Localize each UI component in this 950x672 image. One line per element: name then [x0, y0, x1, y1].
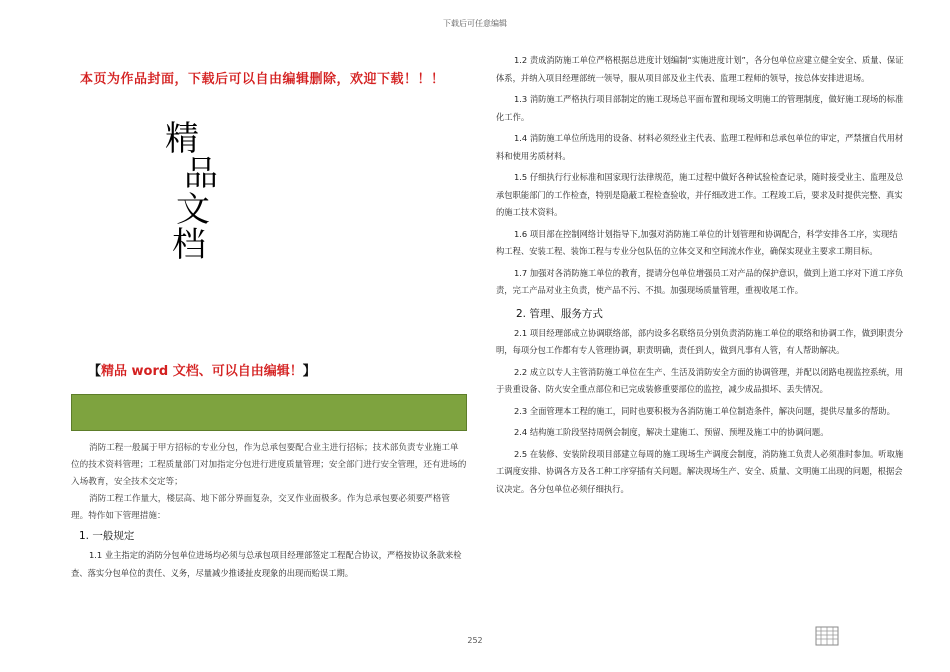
- clause-1-6: 1.6 项目部在控制网络计划指导下,加强对消防施工单位的计划管理和协调配合，科学安排各工序，实现结构工程、安装工程、装饰工程与专业分包队伍的立体交叉和空间流水作业，确保实现业主要求工期目标。: [496, 228, 898, 256]
- intro-paragraph: 消防工程一般属于甲方招标的专业分包，作为总承包要配合业主进行招标；技术部负责专业施工单位的技术资料管理；工程质量部门对加指定分包进行进度质量管理；安全部门进行安全管理，还有进场的入场教育，安全技术交定等；: [71, 443, 467, 487]
- banner-close-bracket: 】: [302, 364, 316, 379]
- left-column: [71, 440, 467, 582]
- clause-2-4: 2.4 结构施工阶段坚持周例会制度，解决土建施工、预留、预埋及施工中的协调问题。: [514, 427, 829, 437]
- clause-1-4: 1.4 消防施工单位所选用的设备、材料必须经业主代表、监理工程师和总承包单位的审定，严禁擅自代用材料和使用劣质材料。: [496, 133, 904, 161]
- word-banner: [88, 360, 316, 379]
- clause-2-1: 2.1 项目经理部成立协调联络部，部内设多名联络员分别负责消防施工单位的联络和协调工作，做到职责分明，每项分包工作都有专人管理协调，职责明确，责任到人，做到凡事有人管，有人帮助解决。: [496, 327, 904, 355]
- banner-open-bracket: 【: [88, 364, 102, 379]
- clause-2-3: 2.3 全面管理本工程的施工，同时也要积极为各消防施工单位制造条件，解决问题，提供尽量多的帮助。: [514, 405, 895, 416]
- section-heading-1: 1. 一般规定: [79, 530, 135, 542]
- cover-notice: 本页为作品封面，下载后可以自由编辑删除，欢迎下载！！！: [80, 72, 445, 87]
- cover-title-char-2: 品: [184, 154, 218, 194]
- cover-title-char-3: 文: [176, 190, 210, 230]
- cover-title-char-1: 精: [165, 119, 199, 159]
- cover-title-char-4: 档: [172, 225, 206, 265]
- clause-1-2: 1.2 责成消防施工单位严格根据总进度计划编制“实施进度计划”，各分包单位应建立健全安全、质量、保证体系，并纳入项目经理部统一领导，服从项目部及业主代表、监理工程师的领导，按总体安排进退场。: [496, 55, 904, 83]
- header-note: 下载后可任意编辑: [443, 19, 507, 28]
- clause-2-2: 2.2 成立以专人主管消防施工单位在生产、生活及消防安全方面的协调管理，并配以闭路电视监控系统，用于贵重设备、防火安全重点部位和已完成装修重要部位的监控，减少成品损坏、丢失情况。: [496, 366, 904, 394]
- section-heading-2: 2. 管理、服务方式: [516, 307, 603, 320]
- clause-1-7: 1.7 加强对各消防施工单位的教育，提请分包单位增强员工对产品的保护意识，做到上道工序对下道工序负责，完工产品对业主负责，使产品不污、不损。加强现场质量管理，重视收尾工作。: [496, 267, 904, 295]
- clause-1-3: 1.3 消防施工严格执行项目部制定的施工现场总平面布置和现场文明施工的管理制度，做好施工现场的标准化工作。: [496, 94, 904, 122]
- green-bar: [71, 394, 467, 431]
- clause-1-1: 1.1 业主指定的消防分包单位进场均必须与总承包项目经理部签定工程配合协议，严格按协议条款来检查、落实分包单位的责任、义务，尽量减少推诿扯皮现象的出现而贻误工期。: [71, 550, 462, 578]
- clause-2-5: 2.5 在装修、安装阶段项目部建立每周的施工现场生产调度会制度，消防施工负责人必须准时参加。听取施工调度安排、协调各方及各工种工序穿插有关问题。解决现场生产、安全、质量、文明施工出现的问题，根据会议决定。各分包单位必须仔细执行。: [496, 448, 904, 494]
- banner-highlight: 精品 word 文档、可以自由编辑！: [101, 364, 303, 379]
- intro-paragraph: 消防工程工作量大，楼层高、地下部分界面复杂，交叉作业面极多。作为总承包要必须要严格管理。特作如下管理措施：: [71, 494, 450, 521]
- right-column: [496, 52, 904, 502]
- page-number: 252: [467, 636, 483, 645]
- film-strip-icon: [815, 626, 839, 646]
- clause-1-5: 1.5 仔细执行行业标准和国家现行法律规范，施工过程中做好各种试验检查记录，随时接受业主、监理及总承包职能部门的工作检查，特别是隐蔽工程检查验收，并仔细改进工作。工程竣工后，要求及时提供完整、真实的施工技术资料。: [496, 172, 904, 217]
